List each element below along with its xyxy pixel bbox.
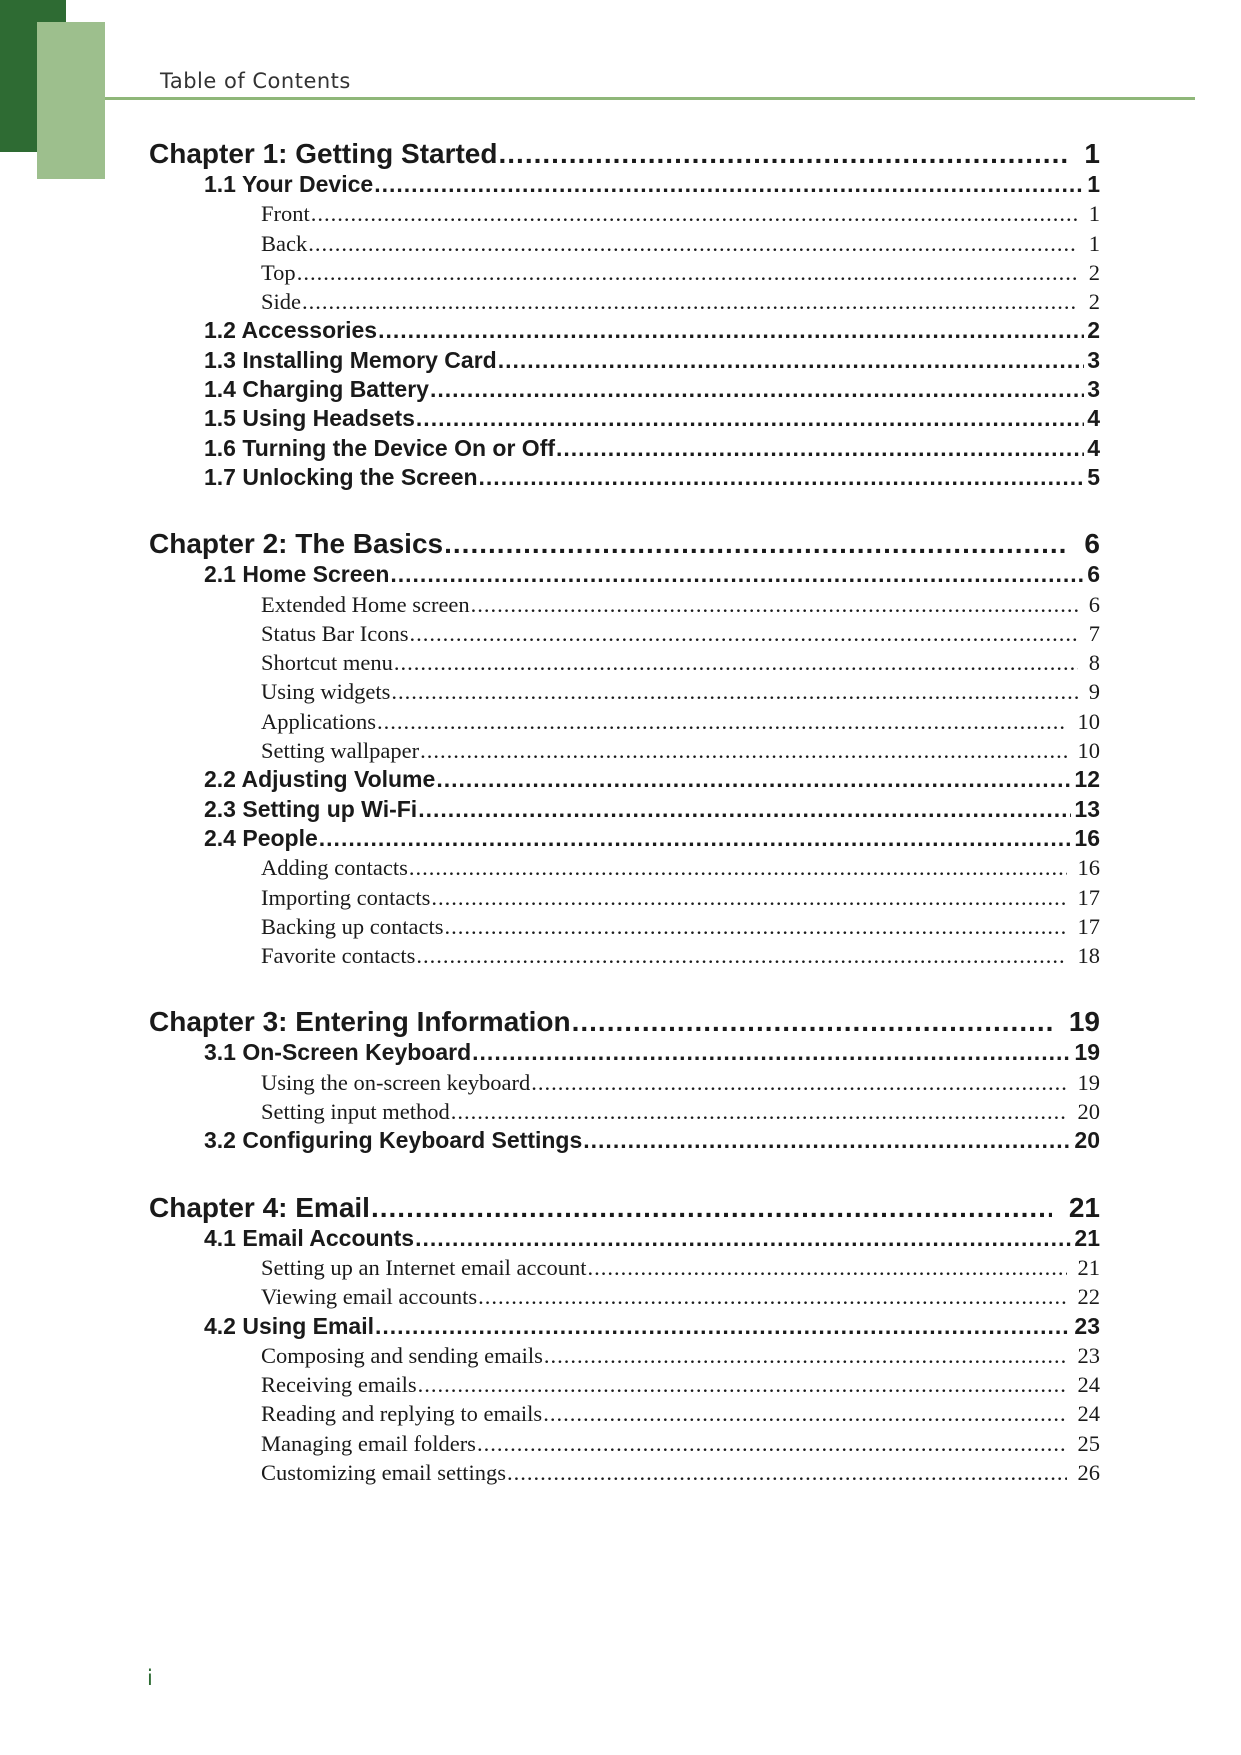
subsection-title: Status Bar Icons [261, 620, 409, 646]
toc-chapter[interactable] [149, 1006, 1100, 1038]
dot-leader [374, 170, 1084, 199]
subsection-page: 18 [1077, 943, 1100, 969]
subsection-title: Customizing email settings [261, 1459, 506, 1485]
chapter-page: 21 [1068, 1191, 1100, 1223]
subsection-title: Using widgets [261, 679, 391, 705]
subsection-page: 19 [1077, 1069, 1100, 1095]
section-title: 1.5 Using Headsets [204, 405, 415, 432]
dot-leader [418, 795, 1071, 824]
chapter-title: Chapter 1: Getting Started [149, 138, 498, 169]
subsection-title: Side [261, 289, 302, 315]
subsection-title: Backing up contacts [261, 913, 444, 939]
section-title: 2.4 People [204, 824, 318, 851]
dot-leader [416, 404, 1084, 433]
toc-section[interactable] [149, 1224, 1100, 1253]
toc-subsection[interactable] [149, 677, 1100, 706]
subsection-page: 10 [1077, 738, 1100, 764]
toc-subsection[interactable] [149, 199, 1100, 228]
chapter-gap [149, 970, 1100, 1006]
subsection-page: 2 [1088, 289, 1100, 315]
subsection-title: Front [261, 201, 310, 227]
dot-leader [498, 138, 1067, 170]
section-title: 3.1 On-Screen Keyboard [204, 1039, 472, 1066]
section-title: 1.6 Turning the Device On or Off [204, 434, 556, 461]
section-title: 1.3 Installing Memory Card [204, 346, 497, 373]
section-title: 4.2 Using Email [204, 1312, 375, 1339]
subsection-title: Shortcut menu [261, 650, 393, 676]
toc-subsection[interactable] [149, 1341, 1100, 1370]
dot-leader [543, 1399, 1066, 1428]
subsection-page: 24 [1077, 1372, 1100, 1398]
section-page: 12 [1074, 766, 1100, 793]
toc-subsection[interactable] [149, 1253, 1100, 1282]
section-title: 2.3 Setting up Wi-Fi [204, 795, 418, 822]
toc-section[interactable] [149, 795, 1100, 824]
subsection-title: Managing email folders [261, 1430, 476, 1456]
section-page: 4 [1087, 405, 1100, 432]
subsection-page: 17 [1077, 884, 1100, 910]
section-page: 16 [1074, 824, 1100, 851]
subsection-title: Using the on-screen keyboard [261, 1069, 531, 1095]
toc-subsection[interactable] [149, 229, 1100, 258]
subsection-page: 1 [1088, 230, 1100, 256]
table-of-contents [149, 138, 1100, 1487]
dot-leader [431, 883, 1066, 912]
subsection-page: 8 [1088, 650, 1100, 676]
dot-leader [471, 590, 1078, 619]
chapter-gap [149, 1156, 1100, 1192]
dot-leader [409, 619, 1077, 648]
dot-leader [418, 1370, 1067, 1399]
toc-section[interactable] [149, 463, 1100, 492]
dot-leader [588, 1253, 1067, 1282]
subsection-page: 7 [1088, 620, 1100, 646]
dot-leader [319, 824, 1072, 853]
toc-subsection[interactable] [149, 707, 1100, 736]
chapter-page: 19 [1068, 1006, 1100, 1038]
subsection-page: 24 [1077, 1401, 1100, 1427]
dot-leader [583, 1126, 1071, 1155]
subsection-title: Composing and sending emails [261, 1342, 543, 1368]
chapter-title: Chapter 2: The Basics [149, 528, 444, 560]
subsection-page: 6 [1088, 591, 1100, 617]
dot-leader [531, 1068, 1066, 1097]
section-title: 2.2 Adjusting Volume [204, 766, 436, 793]
subsection-page: 9 [1088, 679, 1100, 705]
dot-leader [308, 229, 1078, 258]
subsection-page: 22 [1077, 1284, 1100, 1310]
dot-leader [409, 853, 1067, 882]
dot-leader [572, 1006, 1052, 1038]
toc-chapter[interactable] [149, 1192, 1100, 1224]
dot-leader [544, 1341, 1067, 1370]
section-title: 1.1 Your Device [204, 171, 374, 197]
dot-leader [556, 434, 1084, 463]
toc-subsection[interactable] [149, 1370, 1100, 1399]
dot-leader [297, 258, 1078, 287]
section-page: 4 [1087, 434, 1100, 461]
header-rule [105, 97, 1195, 100]
toc-subsection[interactable] [149, 1399, 1100, 1428]
dot-leader [375, 1312, 1071, 1341]
toc-subsection[interactable] [149, 1458, 1100, 1487]
toc-subsection[interactable] [149, 1429, 1100, 1458]
dot-leader [444, 912, 1066, 941]
toc-section[interactable] [149, 375, 1100, 404]
toc-section[interactable] [149, 434, 1100, 463]
section-title: 1.2 Accessories [204, 317, 378, 344]
toc-section[interactable] [149, 316, 1100, 345]
section-page: 3 [1087, 376, 1100, 403]
toc-chapter[interactable] [149, 528, 1100, 560]
toc-section[interactable] [149, 404, 1100, 433]
chapter-title: Chapter 3: Entering Information [149, 1006, 571, 1038]
dot-leader [415, 1224, 1071, 1253]
subsection-page: 16 [1077, 855, 1100, 881]
toc-subsection[interactable] [149, 1068, 1100, 1097]
dot-leader [420, 736, 1066, 765]
dot-leader [311, 199, 1078, 228]
section-page: 23 [1074, 1312, 1100, 1339]
toc-subsection[interactable] [149, 941, 1100, 970]
section-title: 1.4 Charging Battery [204, 376, 429, 403]
toc-section[interactable] [149, 1312, 1100, 1341]
section-page: 19 [1074, 1039, 1100, 1066]
dot-leader [378, 316, 1084, 345]
section-page: 1 [1087, 171, 1100, 197]
toc-subsection[interactable] [149, 619, 1100, 648]
subsection-title: Receiving emails [261, 1372, 417, 1398]
subsection-title: Viewing email accounts [261, 1284, 478, 1310]
section-page: 6 [1087, 561, 1100, 588]
subsection-title: Importing contacts [261, 884, 431, 910]
toc-subsection[interactable] [149, 1282, 1100, 1311]
dot-leader [371, 1192, 1052, 1224]
toc-section[interactable] [149, 765, 1100, 794]
section-title: 3.2 Configuring Keyboard Settings [204, 1127, 583, 1154]
toc-subsection[interactable] [149, 736, 1100, 765]
header-title: Table of Contents [160, 69, 351, 93]
chapter-title: Chapter 4: Email [149, 1191, 370, 1223]
section-title: 4.1 Email Accounts [204, 1224, 415, 1251]
toc-subsection[interactable] [149, 912, 1100, 941]
dot-leader [377, 707, 1067, 736]
dot-leader [302, 287, 1078, 316]
toc-subsection[interactable] [149, 258, 1100, 287]
dot-leader [478, 1282, 1066, 1311]
subsection-page: 25 [1077, 1430, 1100, 1456]
subsection-page: 23 [1077, 1342, 1100, 1368]
corner-tab-light [37, 22, 105, 179]
dot-leader [507, 1458, 1067, 1487]
subsection-title: Setting up an Internet email account [261, 1254, 587, 1280]
subsection-title: Applications [261, 708, 376, 734]
subsection-title: Extended Home screen [261, 591, 470, 617]
section-page: 2 [1087, 317, 1100, 344]
subsection-page: 17 [1077, 913, 1100, 939]
toc-section[interactable] [149, 170, 1100, 199]
section-page: 3 [1087, 346, 1100, 373]
dot-leader [444, 528, 1067, 560]
section-title: 1.7 Unlocking the Screen [204, 463, 478, 490]
toc-subsection[interactable] [149, 287, 1100, 316]
dot-leader [390, 560, 1084, 589]
toc-subsection[interactable] [149, 1097, 1100, 1126]
toc-subsection[interactable] [149, 883, 1100, 912]
toc-section[interactable] [149, 1038, 1100, 1067]
toc-section[interactable] [149, 560, 1100, 589]
toc-chapter[interactable] [149, 138, 1100, 170]
dot-leader [391, 677, 1077, 706]
dot-leader [477, 1429, 1067, 1458]
toc-section[interactable] [149, 346, 1100, 375]
toc-subsection[interactable] [149, 590, 1100, 619]
section-title: 2.1 Home Screen [204, 561, 390, 588]
section-page: 5 [1087, 463, 1100, 490]
dot-leader [498, 346, 1085, 375]
subsection-page: 26 [1077, 1459, 1100, 1485]
chapter-page: 1 [1084, 138, 1100, 169]
footer-page-number: i [147, 1666, 153, 1690]
dot-leader [394, 648, 1078, 677]
dot-leader [436, 765, 1071, 794]
subsection-title: Favorite contacts [261, 943, 416, 969]
subsection-title: Top [261, 259, 296, 285]
toc-subsection[interactable] [149, 853, 1100, 882]
subsection-page: 2 [1088, 259, 1100, 285]
dot-leader [479, 463, 1085, 492]
section-page: 13 [1074, 795, 1100, 822]
subsection-page: 10 [1077, 708, 1100, 734]
chapter-gap [149, 492, 1100, 528]
dot-leader [430, 375, 1084, 404]
dot-leader [416, 941, 1066, 970]
chapter-page: 6 [1084, 528, 1100, 560]
dot-leader [451, 1097, 1067, 1126]
subsection-title: Back [261, 230, 308, 256]
section-page: 20 [1074, 1127, 1100, 1154]
toc-subsection[interactable] [149, 648, 1100, 677]
section-page: 21 [1074, 1224, 1100, 1251]
subsection-title: Reading and replying to emails [261, 1401, 543, 1427]
subsection-page: 20 [1077, 1099, 1100, 1125]
dot-leader [472, 1038, 1071, 1067]
toc-section[interactable] [149, 1126, 1100, 1155]
subsection-page: 1 [1088, 201, 1100, 227]
subsection-page: 21 [1077, 1254, 1100, 1280]
subsection-title: Setting wallpaper [261, 738, 420, 764]
subsection-title: Setting input method [261, 1099, 450, 1125]
subsection-title: Adding contacts [261, 855, 408, 881]
toc-section[interactable] [149, 824, 1100, 853]
